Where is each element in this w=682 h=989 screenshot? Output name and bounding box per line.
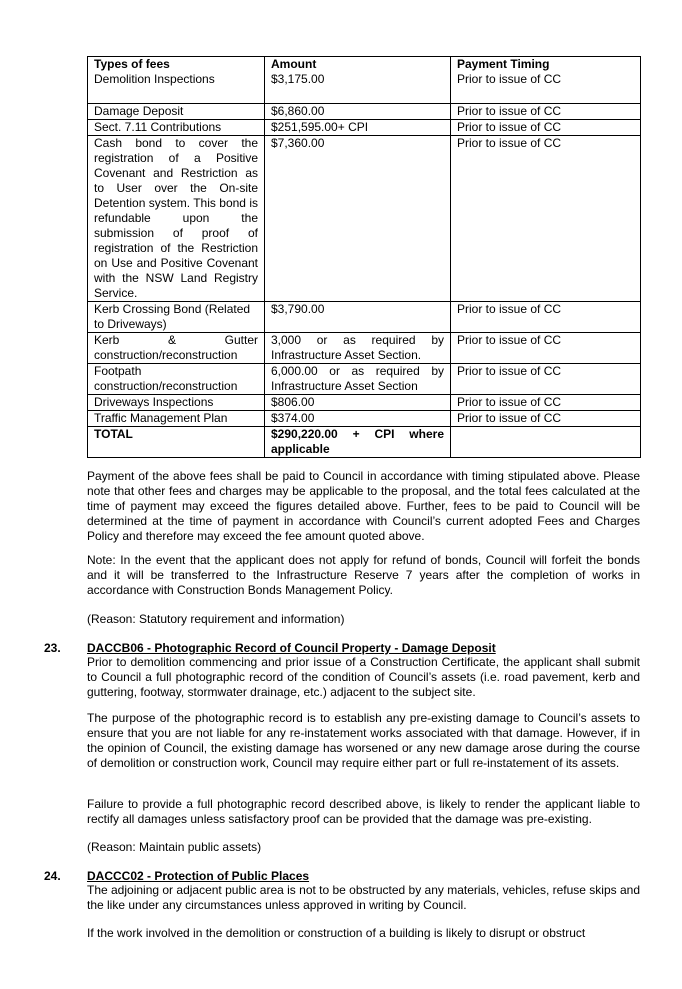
table-row — [88, 119, 641, 135]
fee-amount-cell: $3,175.00 — [265, 72, 451, 103]
fee-amount-cell: 3,000 or as required by Infrastructure Asset Section. — [265, 332, 451, 363]
fee-timing-cell: Prior to issue of CC — [451, 363, 641, 394]
fee-amount-cell: $7,360.00 — [265, 135, 451, 301]
section-paragraph: The purpose of the photographic record is to establish any pre-existing damage to Council’s assets to ensure that you are not liable for any re-instatement works associated with that damage. However, if in the opinion of Council, the existing damage has worsened or any new damage arose during the course of demolition or construction work, Council may require either part or full re-instatement of its assets. — [87, 711, 640, 770]
fee-timing-cell: Prior to issue of CC — [451, 394, 641, 410]
table-row — [88, 410, 641, 426]
header-cell-amount: Amount — [265, 57, 451, 73]
table-row — [88, 301, 641, 332]
header-cell-timing: Payment Timing — [451, 57, 641, 73]
section-heading: DACCB06 - Photographic Record of Council Property - Damage Deposit — [87, 641, 496, 655]
fee-amount-cell: $251,595.00+ CPI — [265, 119, 451, 135]
fees-table — [87, 56, 641, 458]
fee-timing-cell: Prior to issue of CC — [451, 103, 641, 119]
section-number: 24. — [44, 869, 61, 883]
fee-amount-cell: $6,860.00 — [265, 103, 451, 119]
bond-note-paragraph: Note: In the event that the applicant does not apply for refund of bonds, Council will forfeit the bonds and it will be transferred to the Infrastructure Reserve 7 years after the completion of works in accordance with Construction Bonds Management Policy. — [87, 553, 640, 597]
fee-timing-cell: Prior to issue of CC — [451, 332, 641, 363]
fee-type-cell: Driveways Inspections — [88, 394, 265, 410]
fee-type-cell: Traffic Management Plan — [88, 410, 265, 426]
section-paragraph: If the work involved in the demolition or construction of a building is likely to disrupt or obstruct — [87, 926, 586, 940]
table-row — [88, 72, 641, 103]
fee-type-cell: Damage Deposit — [88, 103, 265, 119]
fee-amount-cell: $374.00 — [265, 410, 451, 426]
table-total-row — [88, 426, 641, 457]
fee-amount-cell: $806.00 — [265, 394, 451, 410]
fee-type-cell: Demolition Inspections — [88, 72, 265, 103]
fee-type-cell: Kerb & Gutter construction/reconstruction — [88, 332, 265, 363]
fee-timing-cell: Prior to issue of CC — [451, 135, 641, 301]
header-cell-type: Types of fees — [88, 57, 265, 73]
table-row — [88, 103, 641, 119]
payment-note-paragraph: Payment of the above fees shall be paid to Council in accordance with timing stipulated above. Please note that other fees and charges may be applicable to the proposal, and the total fees calculated at the time of payment may exceed the figures detailed above. Further, fees to be paid to Council will be determined at the time of payment in accordance with Council’s current adopted Fees and Charges Policy and therefore may exceed the fee amount quoted above. — [87, 469, 640, 543]
fee-timing-cell: Prior to issue of CC — [451, 72, 641, 103]
table-row — [88, 363, 641, 394]
fee-type-cell: Kerb Crossing Bond (Related to Driveways) — [88, 301, 265, 332]
reason-paragraph: (Reason: Maintain public assets) — [87, 840, 262, 854]
total-timing-cell — [451, 426, 641, 457]
table-header-row — [88, 57, 641, 73]
table-row — [88, 394, 641, 410]
reason-paragraph: (Reason: Statutory requirement and information) — [87, 612, 345, 626]
fee-amount-cell: $3,790.00 — [265, 301, 451, 332]
fee-timing-cell: Prior to issue of CC — [451, 301, 641, 332]
fee-type-cell: Sect. 7.11 Contributions — [88, 119, 265, 135]
section-heading: DACCC02 - Protection of Public Places — [87, 869, 310, 883]
fee-amount-cell: 6,000.00 or as required by Infrastructure Asset Section — [265, 363, 451, 394]
fee-timing-cell: Prior to issue of CC — [451, 119, 641, 135]
section-paragraph: The adjoining or adjacent public area is not to be obstructed by any materials, vehicles, refuse skips and the like under any circumstances unless approved in writing by Council. — [87, 883, 640, 912]
section-paragraph: Failure to provide a full photographic record described above, is likely to render the applicant liable to rectify all damages unless satisfactory proof can be provided that the damage was pre-existing. — [87, 797, 640, 826]
fee-type-cell: Cash bond to cover the registration of a Positive Covenant and Restriction as to User over the On-site Detention system. This bond is refundable upon the submission of proof of registration of the Restriction on Use and Positive Covenant with the NSW Land Registry Service. — [88, 135, 265, 301]
total-label-cell: TOTAL — [88, 426, 265, 457]
table-row — [88, 332, 641, 363]
section-paragraph: Prior to demolition commencing and prior issue of a Construction Certificate, the applicant shall submit to Council a full photographic record of the condition of Council’s assets (i.e. road pavement, kerb and guttering, footway, stormwater drainage, etc.) adjacent to the subject site. — [87, 655, 640, 699]
fee-type-cell: Footpath construction/reconstruction — [88, 363, 265, 394]
section-number: 23. — [44, 641, 61, 655]
table-row — [88, 135, 641, 301]
total-amount-cell: $290,220.00 + CPI where applicable — [265, 426, 451, 457]
fee-timing-cell: Prior to issue of CC — [451, 410, 641, 426]
